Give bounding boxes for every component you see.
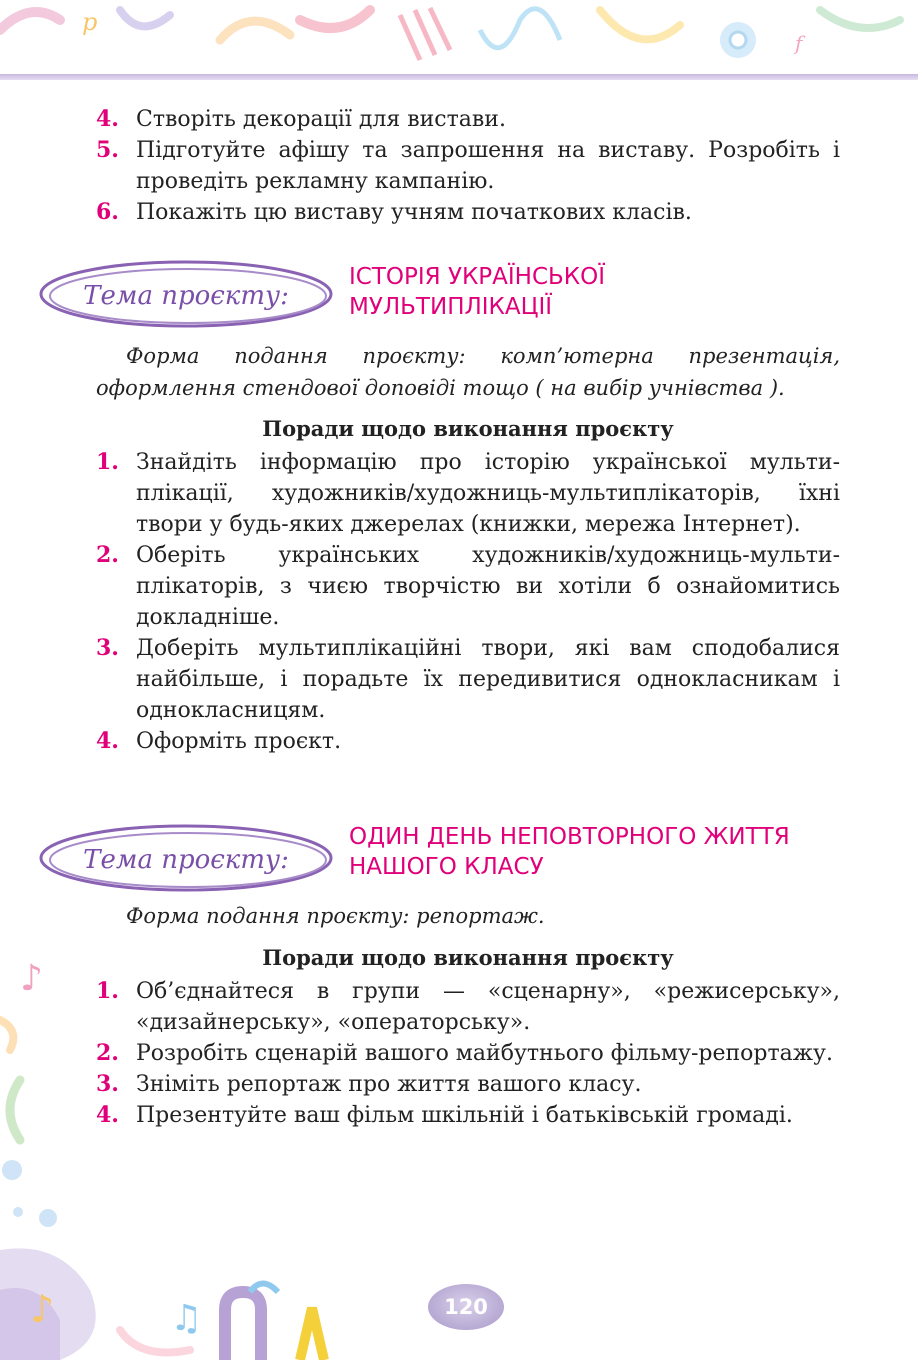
advice-list: [96, 447, 840, 757]
list-item: [96, 1038, 840, 1069]
advice-list: [96, 976, 840, 1131]
theme-label: Тема проєкту:: [83, 845, 289, 875]
project-title: [349, 822, 869, 882]
advice-heading: Поради щодо виконання проєкту: [262, 416, 674, 441]
list-item: [96, 976, 840, 1038]
item-number: 6.: [96, 199, 119, 225]
item-text: Створіть декорації для вистави.: [136, 107, 506, 132]
item-text: Розробіть сценарій вашого майбутнього фільму-репортажу.: [136, 1041, 833, 1066]
item-text: Об’єднайтеся в групи — «сценарну», «режисерську», «дизайнерську», «операторську».: [136, 979, 840, 1035]
project-title-line: ІСТОРІЯ УКРАЇНСЬКОЇ: [349, 264, 606, 290]
project-title-line: МУЛЬТИПЛІКАЦІЇ: [349, 294, 553, 320]
page-number: 120: [428, 1284, 504, 1330]
item-number: 1.: [96, 978, 119, 1004]
item-text: Покажіть цю виставу учням початкових класів.: [136, 200, 692, 225]
item-text: Зніміть репортаж про життя вашого класу.: [136, 1072, 642, 1097]
theme-badge: [36, 818, 336, 898]
svg-text:p: p: [82, 8, 98, 36]
item-number: 4.: [96, 106, 119, 132]
item-number: 4.: [96, 1102, 119, 1128]
project-title-line: НАШОГО КЛАСУ: [349, 854, 544, 880]
svg-text:f: f: [795, 31, 803, 55]
list-item: [96, 197, 840, 228]
item-number: 3.: [96, 635, 119, 661]
header-decoration: [0, 0, 918, 80]
list-item: [96, 540, 840, 633]
project-form: Форма подання проєкту: комп’ютерна презентація, оформлення стендової доповіді тощо ( на вибір учнівства ).: [96, 344, 840, 400]
side-decoration: [0, 950, 70, 1250]
item-number: 2.: [96, 1040, 119, 1066]
list-item: [96, 633, 840, 726]
item-text: Презентуйте ваш фільм шкільній і батьківській громаді.: [136, 1103, 793, 1128]
item-number: 3.: [96, 1071, 119, 1097]
item-text: Доберіть мультиплікаційні твори, які вам сподобалися найбільше, і порадьте їх передивитися однокласникам і однокласницям.: [136, 636, 840, 723]
theme-label: Тема проєкту:: [83, 281, 289, 311]
header-rule: [0, 74, 918, 80]
project-form: Форма подання проєкту: репортаж.: [126, 904, 545, 928]
list-item: [96, 1069, 840, 1100]
footer-decoration: [0, 1230, 420, 1360]
list-item: [96, 726, 840, 757]
svg-text:♪: ♪: [20, 958, 43, 999]
item-number: 5.: [96, 137, 119, 163]
continued-list: [96, 104, 840, 228]
item-text: Підготуйте афішу та запрошення на виставу. Розробіть і проведіть рекламну кампанію.: [136, 138, 840, 194]
item-text: Оформіть проєкт.: [136, 729, 342, 754]
item-number: 1.: [96, 449, 119, 475]
item-text: Оберіть українських художників/художниць-мультиплікаторів, з чиєю творчістю ви хотіли б ознайомитись докладніше.: [136, 543, 840, 630]
list-item: [96, 135, 840, 197]
advice-heading: Поради щодо виконання проєкту: [262, 945, 674, 970]
theme-badge: [36, 254, 336, 334]
svg-text:♫: ♫: [170, 1298, 203, 1339]
svg-text:♪: ♪: [30, 1287, 55, 1331]
project-title-line: ОДИН ДЕНЬ НЕПОВТОРНОГО ЖИТТЯ: [349, 824, 790, 850]
list-item: [96, 1100, 840, 1131]
list-item: [96, 447, 840, 540]
item-number: 4.: [96, 728, 119, 754]
project-title: [349, 262, 869, 322]
item-text: Знайдіть інформацію про історію української мультиплікації, художників/художниць-мультиплікаторів, їхні твори у будь-яких джерелах (книжки, мережа Інтернет).: [136, 450, 840, 537]
list-item: [96, 104, 840, 135]
item-number: 2.: [96, 542, 119, 568]
